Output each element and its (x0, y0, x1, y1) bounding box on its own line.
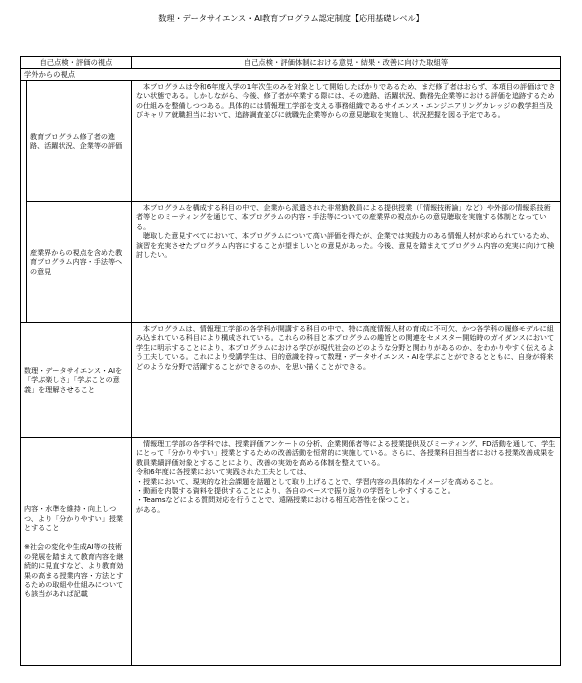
bullet-item: ・動画を内製する資料を提供することにより、各自のペースで振り返りの学習をしやすくすること。 (136, 486, 455, 496)
row-label (21, 323, 132, 438)
table-header-row (21, 57, 561, 69)
content-paragraph: がある。 (136, 504, 165, 514)
row-label-text: 教育プログラム修了者の進路、活躍状況、企業等の評価 (30, 131, 123, 150)
content-paragraph: 本プログラムは令和6年度入学の1年次生のみを対象として開始したばかりであるため、まだ修了者はおらず、本項目の評価はできない状態である。しかしながら、今後、修了者が卒業する際には、その進路、活躍状況、勤務先企業等における評価を追跡するための仕組みを整備しつつある。具体的には情報理工学部を支える事務組織であるサイエンス・エンジニアリングカレッジの教学担当及びキャリア就職担当において、追跡調査並びに就職先企業等からの意見聴取を実施し、状況把握を図る予定である。 (136, 82, 556, 120)
header-opinions: 自己点検・評価体制における意見・結果・改善に向けた取組等 (132, 57, 561, 69)
section-label: 学外からの視点 (21, 69, 561, 81)
row-content (132, 81, 561, 202)
header-viewpoint: 自己点検・評価の視点 (21, 57, 132, 69)
evaluation-table (20, 56, 561, 666)
bullet-item: ・Teamsなどによる質問対応を行うことで、遠隔授業における相互応答性を保つこと。 (136, 495, 414, 505)
row-content (132, 202, 561, 323)
bullet-item: ・授業において、現実的な社会課題を話題として取り上げることで、学習内容の具体的なイメージを高めること。 (136, 476, 498, 486)
row-label-text: 数理・データサイエンス・AIを「学ぶ楽しさ」「学ぶことの意義」を理解させること (24, 365, 123, 394)
row-label-text: 内容・水準を維持・向上しつつ、より「分かりやすい」授業とすること (24, 504, 124, 532)
row-label (27, 202, 132, 323)
table-row (21, 323, 561, 438)
table-row (21, 438, 561, 666)
content-paragraph: 令和6年度に各授業において実践された工夫としては、 (136, 467, 311, 477)
row-content (132, 323, 561, 438)
section-row (21, 69, 561, 81)
row-label (27, 81, 132, 202)
page-title: 数理・データサイエンス・AI教育プログラム認定制度【応用基礎レベル】 (158, 13, 424, 23)
row-label-text: 産業界からの視点を含めた教育プログラム内容・手法等への意見 (30, 247, 123, 276)
row-note: ※社会の変化や生成AI等の技術の発展を踏まえて教育内容を継続的に見直すなど、より教育効果の高まる授業内容・方法とするための取組や仕組みについても該当があれば記載 (24, 542, 124, 599)
row-content (132, 438, 561, 666)
content-paragraph: 本プログラムを構成する科目の中で、企業から派遣された非常勤教員による提供授業（「情報技術論」など）や外部の情報系技術者等とのミーティングを通じて、本プログラムの内容・手法等についての産業界の視点からの意見聴取を実施する体制となっている。 (136, 203, 551, 231)
table-row (21, 81, 561, 202)
row-label (21, 438, 132, 666)
content-paragraph: 聴取した意見すべてにおいて、本プログラムについて高い評価を得たが、企業では実践力のある情報人材が求められているため、演習を充実させたプログラム内容にすることが望ましいとの意見があった。今後、意見を踏まえてプログラム内容の充実に向けて検討したい。 (136, 231, 555, 260)
content-paragraph: 情報理工学部の各学科では、授業評価アンケートの分析、企業関係者等による授業提供及びミーティング、FD活動を通して、学生にとって「分かりやすい」授業とするための改善活動を恒常的に実施している。さらに、各授業科目担当者における授業改善成果を教員業績評価対象とすることにより、改善の実効を高める体制を整えている。 (136, 439, 556, 467)
content-paragraph: 本プログラムは、情報理工学部の各学科が開講する科目の中で、特に高度情報人材の育成に不可欠、かつ各学科の履修モデルに組み込まれている科目により構成されている。これらの科目と本プログラムの趣旨との関連をセメスター開始時のガイダンスにおいて学生に明示することにより、本プログラムにおける学びが現代社会のどのような分野と関わりがあるのか、をわかりやすく伝えるよう工夫している。これにより受講学生は、目的意識を持って数理・データサイエンス・AIを学ぶことができるとともに、自身が将来どのような分野で活躍することができるのか、を思い描くことができる。 (136, 324, 555, 371)
table-row (21, 202, 561, 323)
